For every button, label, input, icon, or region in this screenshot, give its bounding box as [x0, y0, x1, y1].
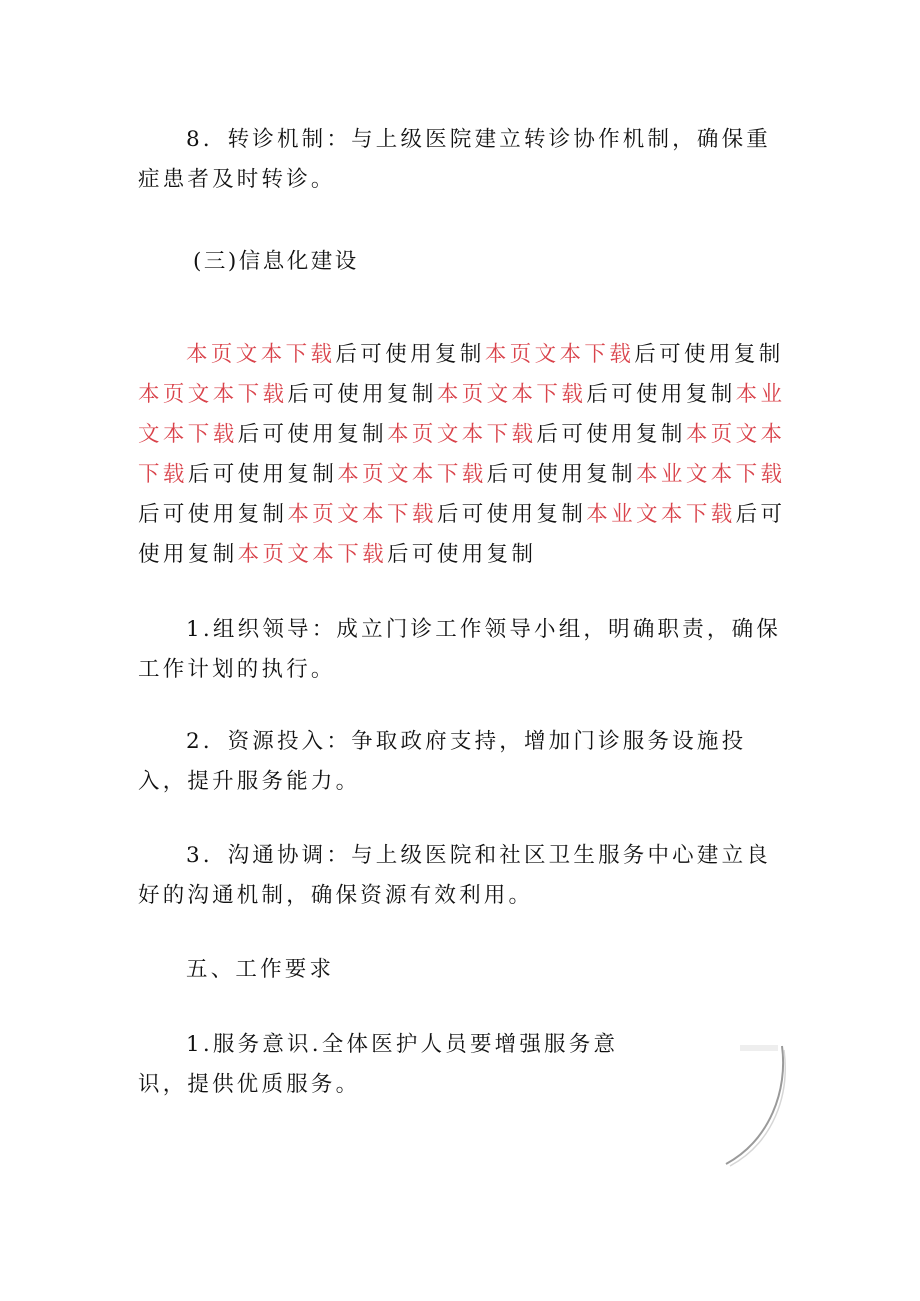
notice-segment: 后可使用复制 [138, 502, 288, 527]
notice-segment-red: 本业文本下载 [636, 462, 786, 487]
notice-segment-red: 本页文本下载 [484, 342, 635, 367]
notice-segment-red: 本业文本下载 [586, 502, 736, 527]
download-notice-paragraph [138, 335, 786, 575]
notice-segment-red: 本页文本下载 [337, 462, 487, 487]
notice-segment-red: 本页文本下载 [138, 422, 786, 487]
notice-segment-red: 本页文本下载 [138, 382, 288, 407]
paragraph-organization-leadership: 1.组织领导：成立门诊工作领导小组，明确职责，确保工作计划的执行。 [138, 617, 782, 682]
notice-segment: 后可使用复制 [586, 382, 736, 407]
notice-segment: 后可使用复制 [237, 422, 388, 447]
page-curl-decoration [700, 1040, 796, 1170]
notice-segment: 后可使用复制 [138, 502, 786, 567]
notice-segment: 后可使用复制 [387, 542, 537, 567]
notice-segment-red: 本页文本下载 [186, 342, 336, 367]
notice-segment-red: 本页文本下载 [436, 382, 587, 407]
notice-segment: 后可使用复制 [486, 462, 637, 487]
paragraph-service-awareness: 1.服务意识.全体医护人员要增强服务意识，提供优质服务。 [138, 1032, 619, 1097]
notice-segment: 后可使用复制 [335, 342, 485, 367]
heading-informatization: (三)信息化建设 [193, 249, 359, 274]
notice-segment-red: 本业文本下载 [138, 382, 786, 447]
notice-segment-red: 本页文本下载 [287, 502, 437, 527]
notice-segment-red: 本页文本下载 [387, 422, 537, 447]
notice-segment: 后可使用复制 [536, 422, 686, 447]
paragraph-resource-investment: 2．资源投入：争取政府支持，增加门诊服务设施投入，提升服务能力。 [138, 729, 747, 794]
heading-work-requirements: 五、工作要求 [186, 957, 335, 982]
notice-segment: 后可使用复制 [436, 502, 587, 527]
paragraph-communication-coordination: 3．沟通协调：与上级医院和社区卫生服务中心建立良好的沟通机制，确保资源有效利用。 [138, 843, 771, 908]
notice-segment: 后可使用复制 [634, 342, 784, 367]
notice-segment-red: 本页文本下载 [237, 542, 388, 567]
paragraph-referral-mechanism: 8．转诊机制：与上级医院建立转诊协作机制，确保重症患者及时转诊。 [138, 127, 771, 192]
notice-segment: 后可使用复制 [187, 462, 338, 487]
notice-segment: 后可使用复制 [287, 382, 437, 407]
